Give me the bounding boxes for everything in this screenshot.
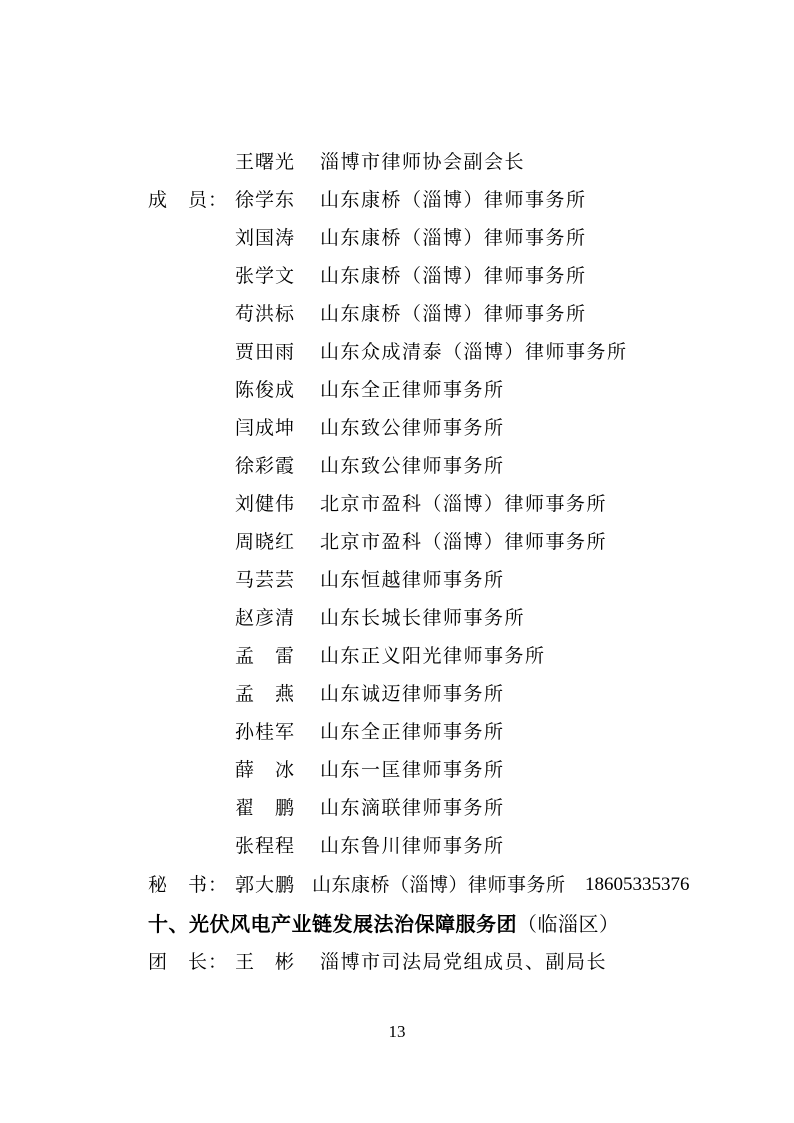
member-name: 翟 鹏 [235,797,296,819]
section-heading [148,909,620,939]
member-name: 贾田雨 [235,341,296,363]
member-org: 山东康桥（淄博）律师事务所 [320,189,587,211]
member-line [0,832,794,860]
member-name: 苟洪标 [235,303,296,325]
leader-org: 淄博市司法局党组成员、副局长 [320,951,608,973]
member-name: 闫成坤 [235,417,296,439]
member-name: 孟 燕 [235,683,296,705]
member-org: 山东滴联律师事务所 [320,797,505,819]
member-org: 山东康桥（淄博）律师事务所 [320,265,587,287]
section-district: （临淄区） [517,912,620,936]
member-name: 马芸芸 [235,569,296,591]
member-line [0,528,794,556]
member-name: 赵彦清 [235,607,296,629]
member-line [0,490,794,518]
secretary-org: 山东康桥（淄博）律师事务所 [312,874,566,896]
member-org: 山东长城长律师事务所 [320,607,526,629]
leader-role-label: 团 长： [148,951,229,973]
member-name: 薛 冰 [235,759,296,781]
member-org: 淄博市律师协会副会长 [320,151,526,173]
leader-name: 王 彬 [235,951,296,973]
member-name: 王曙光 [235,151,296,173]
member-name: 张学文 [235,265,296,287]
member-name: 陈俊成 [235,379,296,401]
page-number: 13 [388,1022,406,1041]
leader-line [0,948,794,976]
member-name: 刘国涛 [235,227,296,249]
member-org: 山东致公律师事务所 [320,417,505,439]
member-name: 孙桂军 [235,721,296,743]
secretary-name: 郭大鹏 [235,874,296,896]
member-org: 山东诚迈律师事务所 [320,683,505,705]
member-name: 周晓红 [235,531,296,553]
member-org: 山东众成清泰（淄博）律师事务所 [320,341,628,363]
role-label: 成 员： [148,189,229,211]
member-name: 刘健伟 [235,493,296,515]
member-line [0,224,794,252]
member-line [0,680,794,708]
member-line [0,186,794,214]
member-line [0,604,794,632]
member-line [0,566,794,594]
member-line [0,338,794,366]
member-org: 山东康桥（淄博）律师事务所 [320,303,587,325]
member-org: 山东致公律师事务所 [320,455,505,477]
member-line [0,756,794,784]
secretary-phone: 18605335376 [585,874,690,895]
member-line [0,642,794,670]
member-line [0,300,794,328]
member-org: 山东鲁川律师事务所 [320,835,505,857]
member-name: 徐学东 [235,189,296,211]
member-org: 北京市盈科（淄博）律师事务所 [320,531,608,553]
member-org: 山东一匡律师事务所 [320,759,505,781]
member-line [0,414,794,442]
member-line [0,262,794,290]
member-line [0,718,794,746]
member-org: 山东康桥（淄博）律师事务所 [320,227,587,249]
member-line [0,794,794,822]
member-name: 徐彩霞 [235,455,296,477]
section-title: 十、光伏风电产业链发展法治保障服务团 [148,912,517,936]
member-org: 山东全正律师事务所 [320,721,505,743]
secretary-line [0,871,794,899]
member-org: 山东全正律师事务所 [320,379,505,401]
member-line [0,452,794,480]
member-name: 张程程 [235,835,296,857]
member-line [0,148,794,176]
member-line [0,376,794,404]
secretary-role-label: 秘 书： [148,874,229,896]
member-org: 山东恒越律师事务所 [320,569,505,591]
member-org: 山东正义阳光律师事务所 [320,645,546,667]
member-org: 北京市盈科（淄博）律师事务所 [320,493,608,515]
member-name: 孟 雷 [235,645,296,667]
